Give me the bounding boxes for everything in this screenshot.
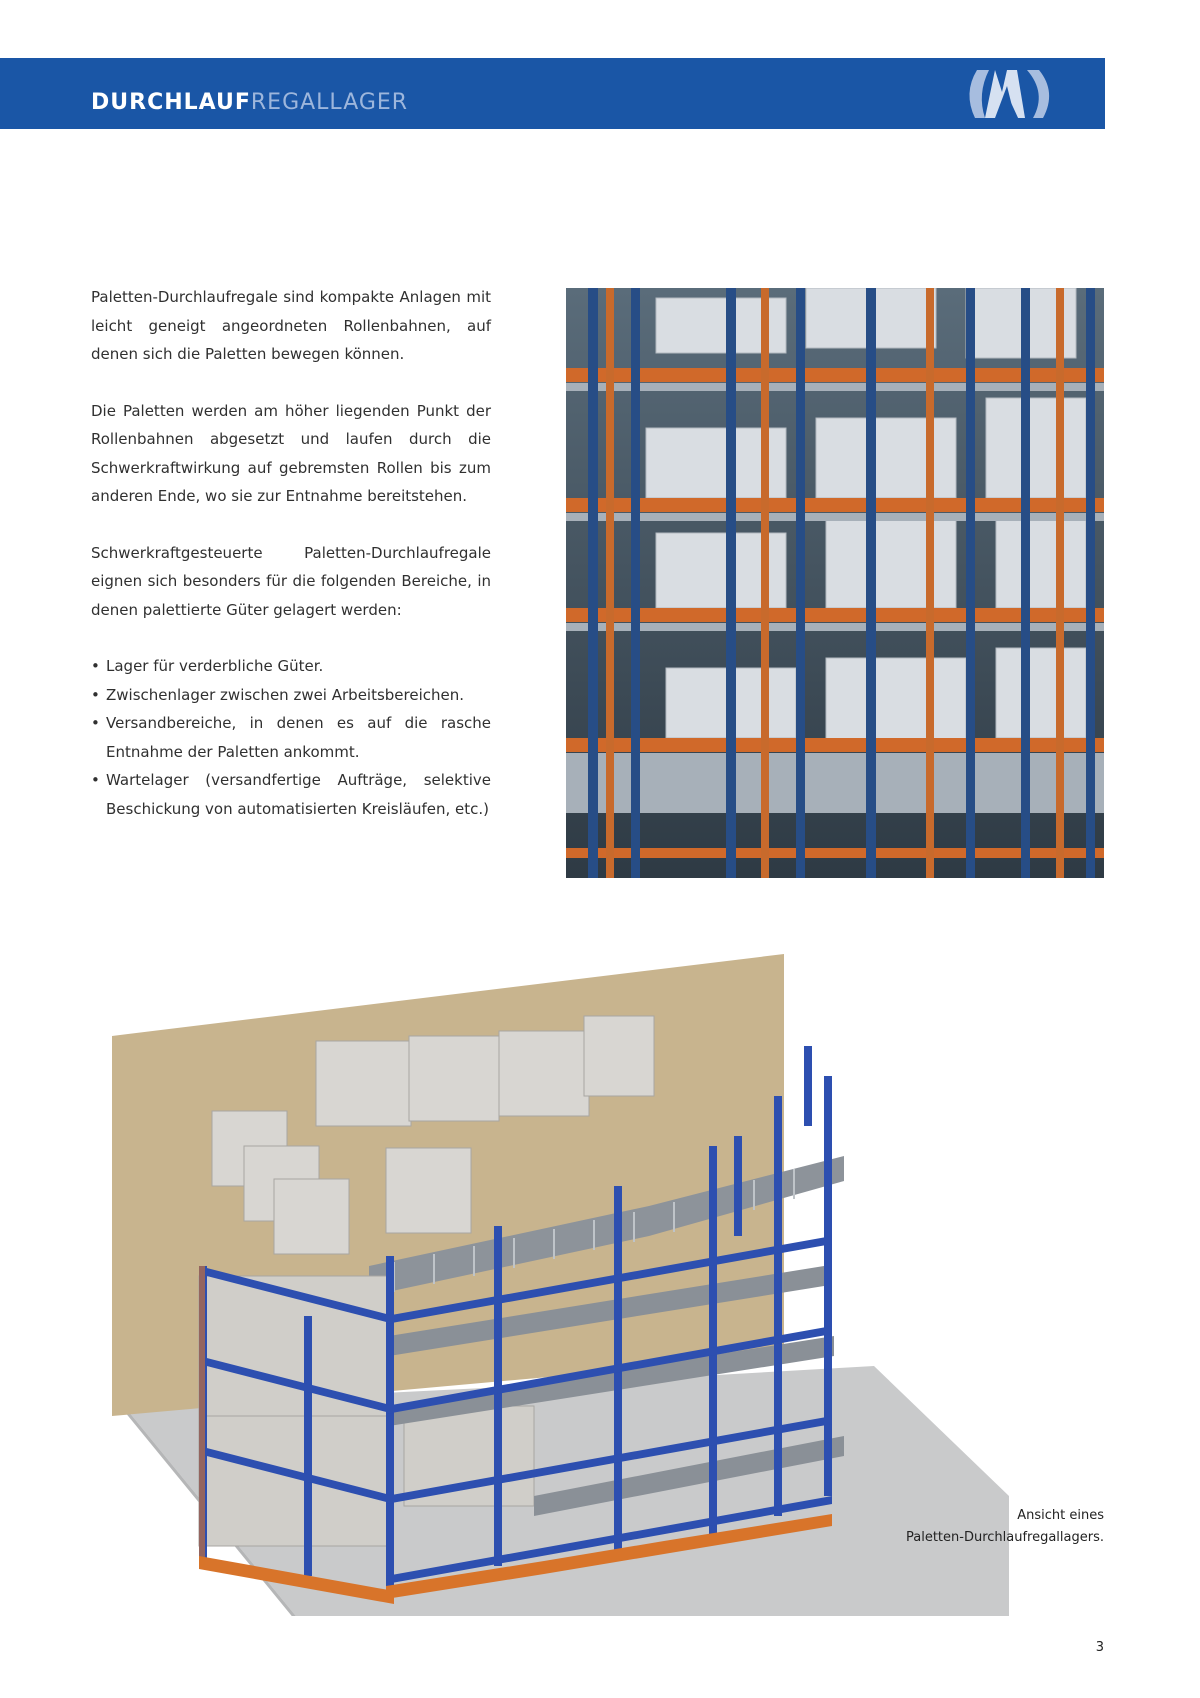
bullet-item: • Lager für verderbliche Güter. — [91, 652, 491, 681]
bullet-item: • Versandbereiche, in denen es auf die rasche Entnahme der Paletten ankommt. — [91, 709, 491, 766]
intro-paragraph-2: Die Paletten werden am höher liegenden Punkt der Rollenbahnen abgesetzt und laufen durch die Schwerkraftwirkung auf gebremsten Rollen bis zum anderen Ende, wo sie zur Entnahme bereitstehen. — [91, 401, 491, 505]
title-light: REGALLAGER — [250, 90, 409, 115]
body-text — [91, 283, 491, 823]
title-strong: DURCHLAUF — [91, 90, 251, 115]
bullet-item: • Wartelager (versandfertige Aufträge, selektive Beschickung von automatisierten Kreisläufen, etc.) — [91, 766, 491, 823]
figure-caption — [906, 1505, 1104, 1549]
caption-line-2: Paletten-Durchlaufregallagers. — [905, 1530, 1104, 1545]
company-logo — [955, 58, 1065, 129]
caption-line-1: Ansicht eines — [1017, 1508, 1104, 1523]
page-title — [91, 90, 408, 115]
bullet-item: • Zwischenlager zwischen zwei Arbeitsbereichen. — [91, 681, 491, 710]
rack-rendering — [104, 936, 1009, 1616]
warehouse-photo — [566, 288, 1104, 878]
intro-paragraph-1: Paletten-Durchlaufregale sind kompakte Anlagen mit leicht geneigt angeordneten Rollenbahnen, auf denen sich die Paletten bewegen können. — [91, 288, 491, 363]
page-number: 3 — [1095, 1640, 1104, 1655]
intro-paragraph-3: Schwerkraftgesteuerte Paletten-Durchlaufregale eignen sich besonders für die folgenden Bereiche, in denen palettierte Güter gelagert werden: — [91, 543, 491, 619]
bullet-list — [91, 652, 491, 823]
